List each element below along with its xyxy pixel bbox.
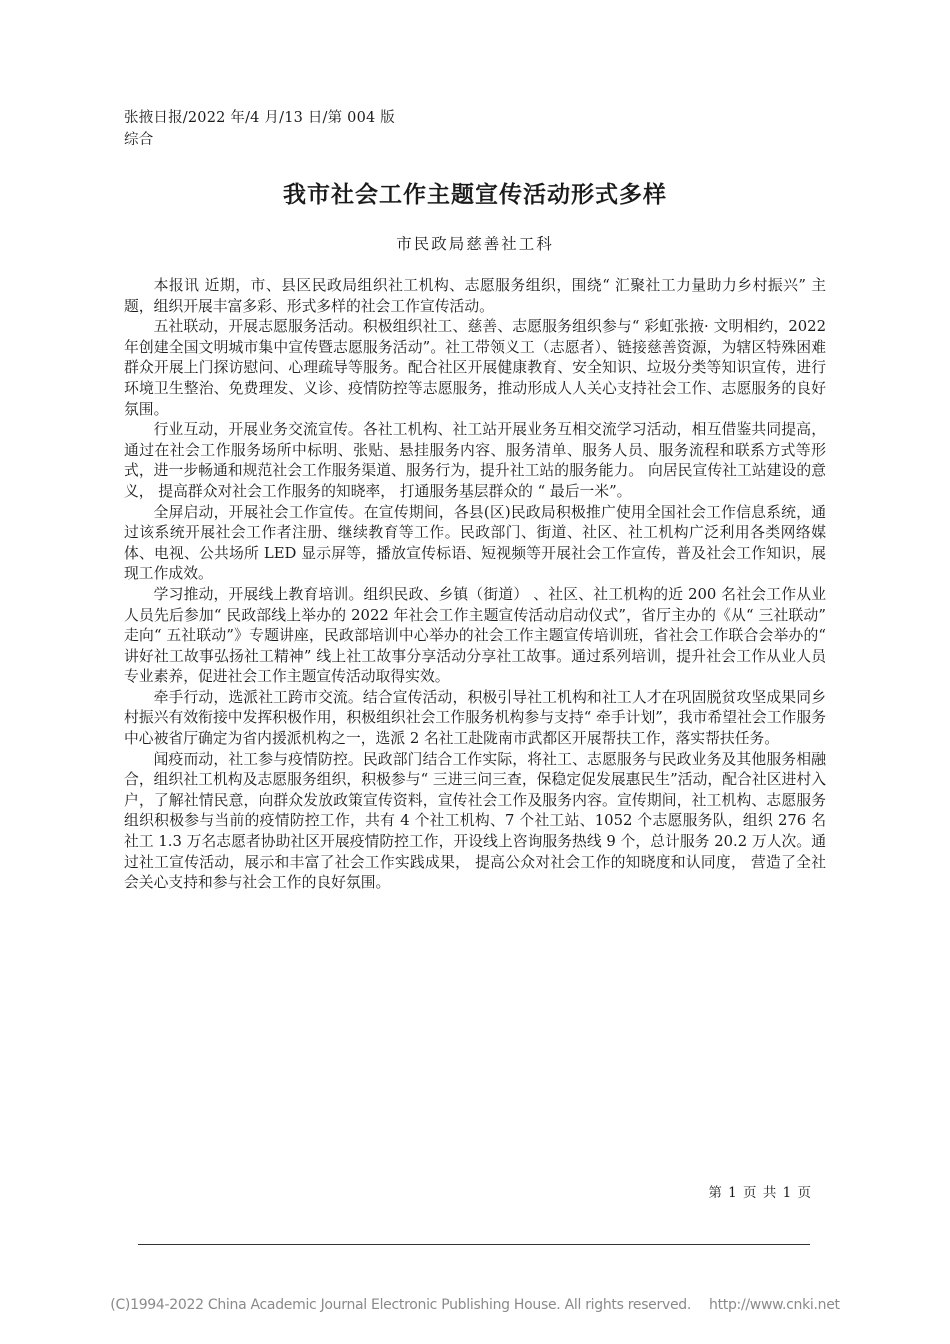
article-author: 市民政局慈善社工科 xyxy=(396,235,554,253)
page-number: 第 1 页 共 1 页 xyxy=(708,1185,812,1201)
footer-divider xyxy=(138,1244,810,1245)
paragraph-training: 学习推动，开展线上教育培训。组织民政、乡镇（街道） 、社区、社工机构的近 200 名社会工作从业人员先后参加“ 民政部线上举办的 2022 年社会工作主题宣传活动启动仪式”，省厅主办的《从“ 三社联动” 走向“ 五社联动”》专题讲座，民政部培训中心举办的社会工作主题宣传培训班，省社会工作联合会举办的“ 讲好社工故事弘扬社工精神” 线上社工故事分享活动分享社工故事。通过系列培训，提升社会工作从业人员专业素养，促进社会工作主题宣传活动取得实效。 xyxy=(124,585,826,686)
cnki-link[interactable]: http://www.cnki.net xyxy=(709,1297,840,1313)
paragraph-intro: 本报讯 近期，市、县区民政局组织社工机构、志愿服务组织，围绕“ 汇聚社工力量助力乡村振兴” 主题，组织开展丰富多彩、形式多样的社会工作宣传活动。 xyxy=(124,277,826,315)
article-body xyxy=(124,276,826,894)
paragraph-epidemic: 闻疫而动，社工参与疫情防控。民政部门结合工作实际，将社工、志愿服务与民政业务及其他服务相融合，组织社工机构及志愿服务组织，积极参与“ 三进三问三查，保稳定促发展惠民生”活动，配合社区进村入户，了解社情民意，向群众发放政策宣传资料，宣传社会工作及服务内容。宣传期间，社工机构、志愿服务组织积极参与当前的疫情防控工作，共有 4 个社工机构、7 个社工站、1052 个志愿服务队，组织 276 名社工 1.3 万名志愿者协助社区开展疫情防控工作，开设线上咨询服务热线 9 个，总计服务 20.2 万人次。通过社工宣传活动，展示和丰富了社会工作实践成果， 提高公众对社会工作的知晓度和认同度， 营造了全社会关心支持和参与社会工作的良好氛围。 xyxy=(124,750,826,892)
paragraph-launch: 全屏启动，开展社会工作宣传。在宣传期间，各县(区)民政局积极推广使用全国社会工作信息系统，通过该系统开展社会工作者注册、继续教育等工作。民政部门、街道、社区、社工机构广泛利用各类网络媒体、电视、公共场所 LED 显示屏等，播放宣传标语、短视频等开展社会工作宣传，普及社会工作知识，展现工作成效。 xyxy=(124,503,826,583)
paragraph-industry: 行业互动，开展业务交流宣传。各社工机构、社工站开展业务互相交流学习活动，相互借鉴共同提高，通过在社会工作服务场所中标明、张贴、悬挂服务内容、服务清单、服务人员、服务流程和联系方式等形式，进一步畅通和规范社会工作服务渠道、服务行为，提升社工站的服务能力。 向居民宣传社工站建设的意义， 提高群众对社会工作服务的知晓率， 打通服务基层群众的 “ 最后一米”。 xyxy=(124,421,826,500)
paragraph-volunteer: 五社联动，开展志愿服务活动。积极组织社工、慈善、志愿服务组织参与“ 彩虹张掖· 文明相约，2022 年创建全国文明城市集中宣传暨志愿服务活动”。社工带领义工（志愿者）、链接慈善资源，为辖区特殊困难群众开展上门探访慰问、心理疏导等服务。配合社区开展健康教育、安全知识、垃圾分类等知识宣传，进行环境卫生整治、免费理发、义诊、疫情防控等志愿服务，推动形成人人关心支持社会工作、志愿服务的良好氛围。 xyxy=(124,318,826,418)
paragraph-exchange: 牵手行动，选派社工跨市交流。结合宣传活动，积极引导社工机构和社工人才在巩固脱贫攻坚成果同乡村振兴有效衔接中发挥积极作用，积极组织社会工作服务机构参与支持“ 牵手计划”，我市希望社会工作服务中心被省厅确定为省内援派机构之一，选派 2 名社工赴陇南市武都区开展帮扶工作，落实帮扶任务。 xyxy=(124,688,826,748)
copyright-text: (C)1994-2022 China Academic Journal Electronic Publishing House. All rights reserved. xyxy=(110,1297,691,1313)
article-title: 我市社会工作主题宣传活动形式多样 xyxy=(283,182,667,208)
copyright-notice xyxy=(0,1297,950,1313)
source-line: 张掖日报/2022 年/4 月/13 日/第 004 版综合 xyxy=(124,110,395,148)
